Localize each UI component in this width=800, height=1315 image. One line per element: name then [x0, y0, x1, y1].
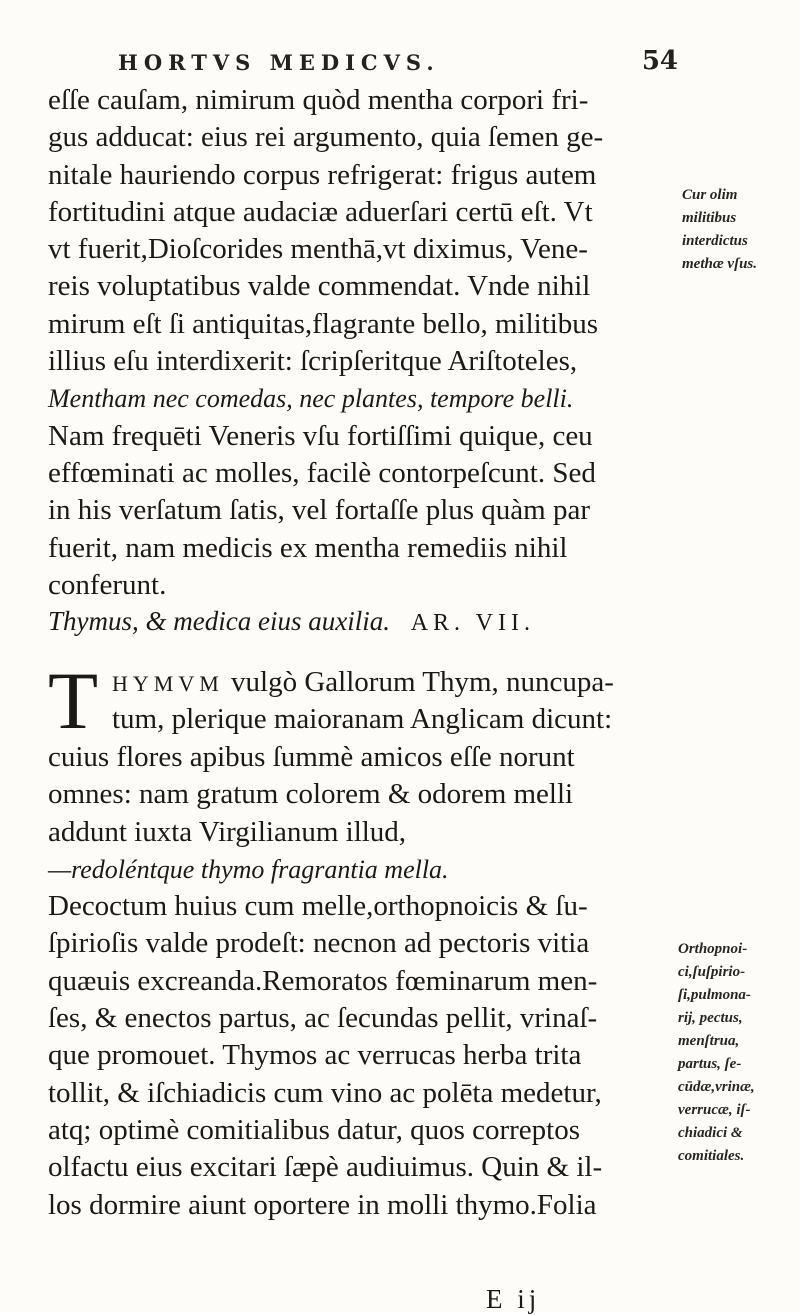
text-line: addunt iuxta Virgilianum illud, [48, 815, 407, 848]
text-line: Nam frequēti Veneris vſu fortiſſimi quique, ceu [48, 419, 593, 452]
paragraph-mentha [48, 82, 666, 604]
text-line: atq; optimè comitialibus datur, quos correptos [48, 1113, 581, 1146]
margin-note-orthopnoici [678, 938, 755, 1168]
margin-note-line: militibus [682, 210, 737, 226]
margin-note-line: methæ vſus. [682, 256, 757, 272]
text-line: ſes, & enectos partus, ac ſecundas pellit, vrinaſ- [48, 1002, 598, 1035]
paragraph-thymus-opening [112, 664, 614, 739]
text-line: quæuis excreanda.Remoratos fœminarum men- [48, 964, 598, 997]
text-line: nitale hauriendo corpus refrigerat: frigus autem [48, 158, 597, 191]
drop-cap: T [48, 655, 99, 746]
margin-note-line: ci,ſuſpirio- [678, 964, 746, 980]
text-line: in his verſatum ſatis, vel fortaſſe plus quàm par [48, 494, 591, 527]
text-line: gus adducat: eius rei argumento, quia ſemen ge- [48, 121, 604, 154]
text-line: conferunt. [48, 568, 167, 601]
text-line: olfactu eius excitari ſæpè audiuimus. Quin & il- [48, 1151, 603, 1184]
text-line: que promouet. Thymos ac verrucas herba trita [48, 1039, 582, 1072]
margin-note-line: Orthopnoi- [678, 941, 748, 957]
chapter-heading [48, 606, 535, 637]
chapter-title: Thymus, & medica eius auxilia. [48, 606, 390, 636]
text-line: illius eſu interdixerit: ſcripſeritque Ariſtoteles, [48, 345, 578, 378]
margin-note-line: comitiales. [678, 1148, 745, 1164]
text-line: los dormire aiunt oportere in molli thymo.Folia [48, 1188, 597, 1221]
text-line: Decoctum huius cum melle,orthopnoicis & ſu- [48, 890, 588, 923]
text-line: omnes: nam gratum colorem & odorem melli [48, 778, 574, 811]
quote-line: —redoléntque thymo fragrantia mella. [48, 854, 449, 884]
text-line: tollit, & iſchiadicis cum vino ac polēta medetur, [48, 1076, 602, 1109]
text-line: tum, plerique maioranam Anglicam dicunt: [112, 703, 613, 736]
text-line: mirum eſt ſi antiquitas,flagrante bello, militibus [48, 307, 599, 340]
text-line: effœminati ac molles, facilè contorpeſcunt. Sed [48, 456, 596, 489]
margin-note-line: interdictus [682, 233, 748, 249]
margin-note-line: ſi,pulmona- [678, 987, 751, 1003]
text-line: fuerit, nam medicis ex mentha remediis nihil [48, 531, 568, 564]
text-line: fortitudini atque audaciæ aduerſari certū eſt. Vt [48, 195, 593, 228]
running-title: HORTVS MEDICVS. [118, 50, 440, 75]
small-caps-word: HYMVM [112, 671, 224, 696]
margin-note-line: partus, ſe- [678, 1056, 742, 1072]
margin-note-line: menſtrua, [678, 1033, 740, 1049]
signature-mark: E ij [486, 1284, 541, 1314]
text-line: vt fuerit,Dioſcorides menthā,vt diximus, Vene- [48, 233, 588, 266]
text-run: vulgò Gallorum Thym, nuncupa- [223, 666, 614, 698]
text-line [112, 664, 614, 701]
margin-note-line: cūdæ,vrinæ, [678, 1079, 755, 1095]
text-line: eſſe cauſam, nimirum quòd mentha corpori fri- [48, 84, 589, 116]
page-number: 54 [641, 46, 678, 76]
quote-line: Mentham nec comedas, nec plantes, tempore belli. [48, 384, 574, 414]
margin-note-line: rij, pectus, [678, 1010, 743, 1026]
margin-note-line: verrucæ, iſ- [678, 1102, 751, 1118]
article-number: AR. VII. [410, 610, 535, 636]
paragraph-thymus [48, 739, 666, 1224]
text-line: cuius flores apibus ſummè amicos eſſe norunt [48, 741, 575, 773]
text-line: ſpirioſis valde prodeſt: necnon ad pectoris vitia [48, 927, 590, 960]
margin-note-militibus [682, 184, 757, 276]
running-head [118, 46, 678, 82]
margin-note-line: chiadici & [678, 1125, 743, 1141]
text-line: reis voluptatibus valde commendat. Vnde nihil [48, 270, 591, 303]
margin-note-line: Cur olim [682, 187, 738, 203]
